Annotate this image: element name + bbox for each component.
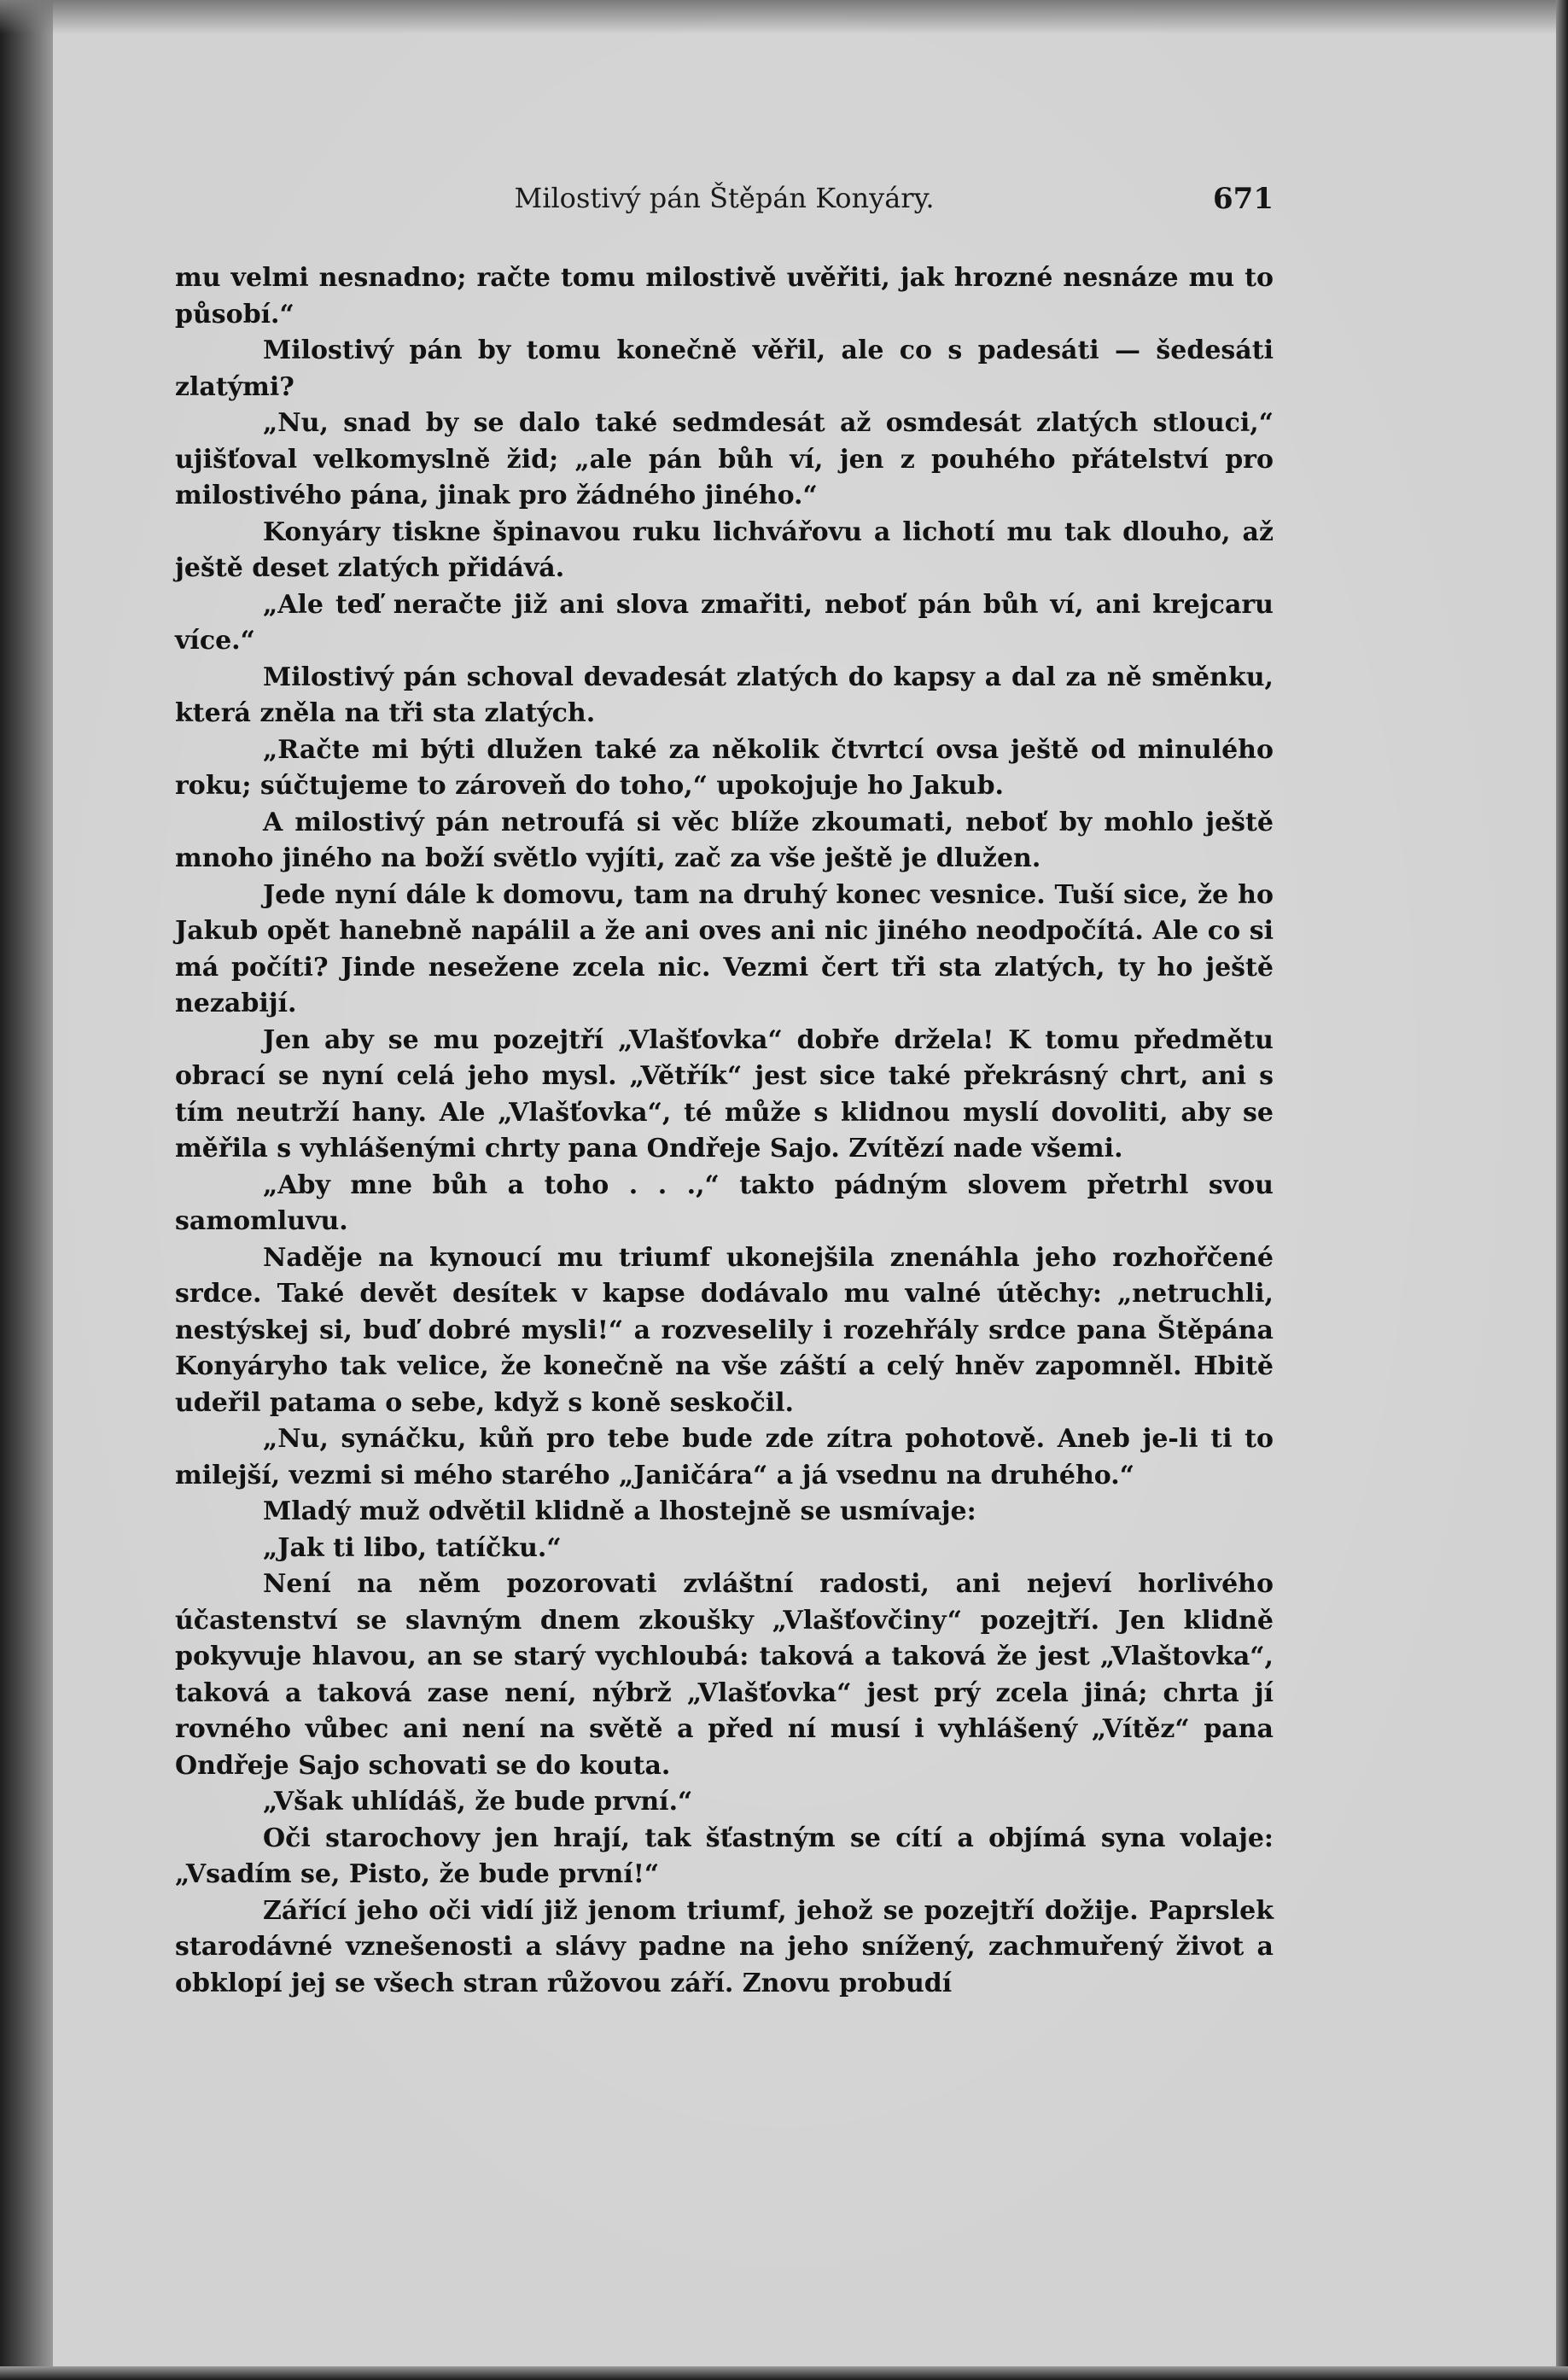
body-text: [175, 260, 1274, 2002]
paragraph: „Ale teď neračte již ani slova zmařiti, neboť pán bůh ví, ani krejcaru více.“: [175, 589, 1274, 656]
paragraph: Milostivý pán schoval devadesát zlatých do kapsy a dal za ně směnku, která zněla na tři sta zlatých.: [175, 662, 1274, 728]
paragraph: Milostivý pán by tomu konečně věřil, ale co s padesáti — šedesáti zlatými?: [175, 335, 1274, 402]
paragraph: „Nu, synáčku, kůň pro tebe bude zde zítra pohotově. Aneb je-li ti to milejší, vezmi si mého starého „Janičára“ a já vsednu na druhého.“: [175, 1424, 1274, 1490]
paragraph: Jede nyní dále k domovu, tam na druhý konec vesnice. Tuší sice, že ho Jakub opět hanebně napálil a že ani oves ani nic jiného neodpočítá. Ale co si má počíti? Jinde nesežene zcela nic. Vezmi čert tři sta zlatých, ty ho ještě nezabijí.: [175, 879, 1274, 1018]
paragraph: Naděje na kynoucí mu triumf ukonejšila znenáhla jeho rozhořčené srdce. Také devět desítek v kapse dodávalo mu valné útěchy: „netruchli, nestýskej si, buď dobré mysli!“ a rozveselily i rozehřály srdce pana Štěpána Konyáryho tak velice, že konečně na vše záští a celý hněv zapomněl. Hbitě udeřil patama o sebe, když s koně seskočil.: [175, 1242, 1274, 1418]
page-bottom-shadow: [0, 2366, 1568, 2380]
paragraph: A milostivý pán netroufá si věc blíže zkoumati, neboť by mohlo ještě mnoho jiného na boží světlo vyjíti, zač za vše ještě je dlužen.: [175, 807, 1274, 873]
running-title: Milostivý pán Štěpán Konyáry.: [514, 182, 935, 214]
paragraph: „Však uhlídáš, že bude první.“: [263, 1787, 693, 1817]
paragraph: Není na něm pozorovati zvláštní radosti, ani nejeví horlivého účastenství se slavným dnem zkoušky „Vlašťovčiny“ pozejtří. Jen klidně pokyvuje hlavou, an se starý vychloubá: taková a taková že jest „Vlaštovka“, taková a taková zase není, nýbrž „Vlašťovka“ jest prý zcela jiná; chrta jí rovného vůbec ani není na světě a před ní musí i vyhlášený „Vítěz“ pana Ondřeje Sajo schovati se do kouta.: [175, 1569, 1274, 1781]
paragraph: Zářící jeho oči vidí již jenom triumf, jehož se pozejtří dožije. Paprslek starodávné vznešenosti a slávy padne na jeho snížený, zachmuřený život a obklopí jej se všech stran růžovou září. Znovu probudí: [175, 1895, 1274, 1998]
page-number: 671: [1213, 182, 1274, 216]
page-header: [175, 175, 1274, 226]
paragraph: Oči starochovy jen hrají, tak šťastným se cítí a objímá syna volaje: „Vsadím se, Pisto, že bude první!“: [175, 1823, 1274, 1889]
paragraph: Mladý muž odvětil klidně a lhostejně se usmívaje:: [263, 1496, 976, 1526]
page-right-shadow: [1556, 0, 1568, 2380]
paragraph: „Račte mi býti dlužen také za několik čtvrtcí ovsa ještě od minulého roku; súčtujeme to zároveň do toho,“ upokojuje ho Jakub.: [175, 734, 1274, 801]
paragraph: „Nu, snad by se dalo také sedmdesát až osmdesát zlatých stlouci,“ ujišťoval velkomyslně žid; „ale pán bůh ví, jen z pouhého přátelství pro milostivého pána, jinak pro žádného jiného.“: [175, 408, 1274, 510]
page-top-shadow: [0, 0, 1568, 34]
page-left-shadow: [0, 0, 53, 2380]
paragraph: mu velmi nesnadno; račte tomu milostivě uvěřiti, jak hrozné nesnáze mu to působí.“: [175, 263, 1274, 330]
paragraph: „Jak ti libo, tatíčku.“: [263, 1532, 562, 1563]
paragraph: „Aby mne bůh a toho . . .,“ takto pádným slovem přetrhl svou samomluvu.: [175, 1170, 1274, 1236]
paragraph: Jen aby se mu pozejtří „Vlašťovka“ dobře držela! K tomu předmětu obrací se nyní celá jeho mysl. „Větřík“ jest sice také překrásný chrt, ani s tím neutrží hany. Ale „Vlašťovka“, té může s klidnou myslí dovoliti, aby se měřila s vyhlášenými chrty pana Ondřeje Sajo. Zvítězí nade všemi.: [175, 1024, 1274, 1164]
paragraph: Konyáry tiskne špinavou ruku lichvářovu a lichotí mu tak dlouho, až ještě deset zlatých přidává.: [175, 516, 1274, 583]
